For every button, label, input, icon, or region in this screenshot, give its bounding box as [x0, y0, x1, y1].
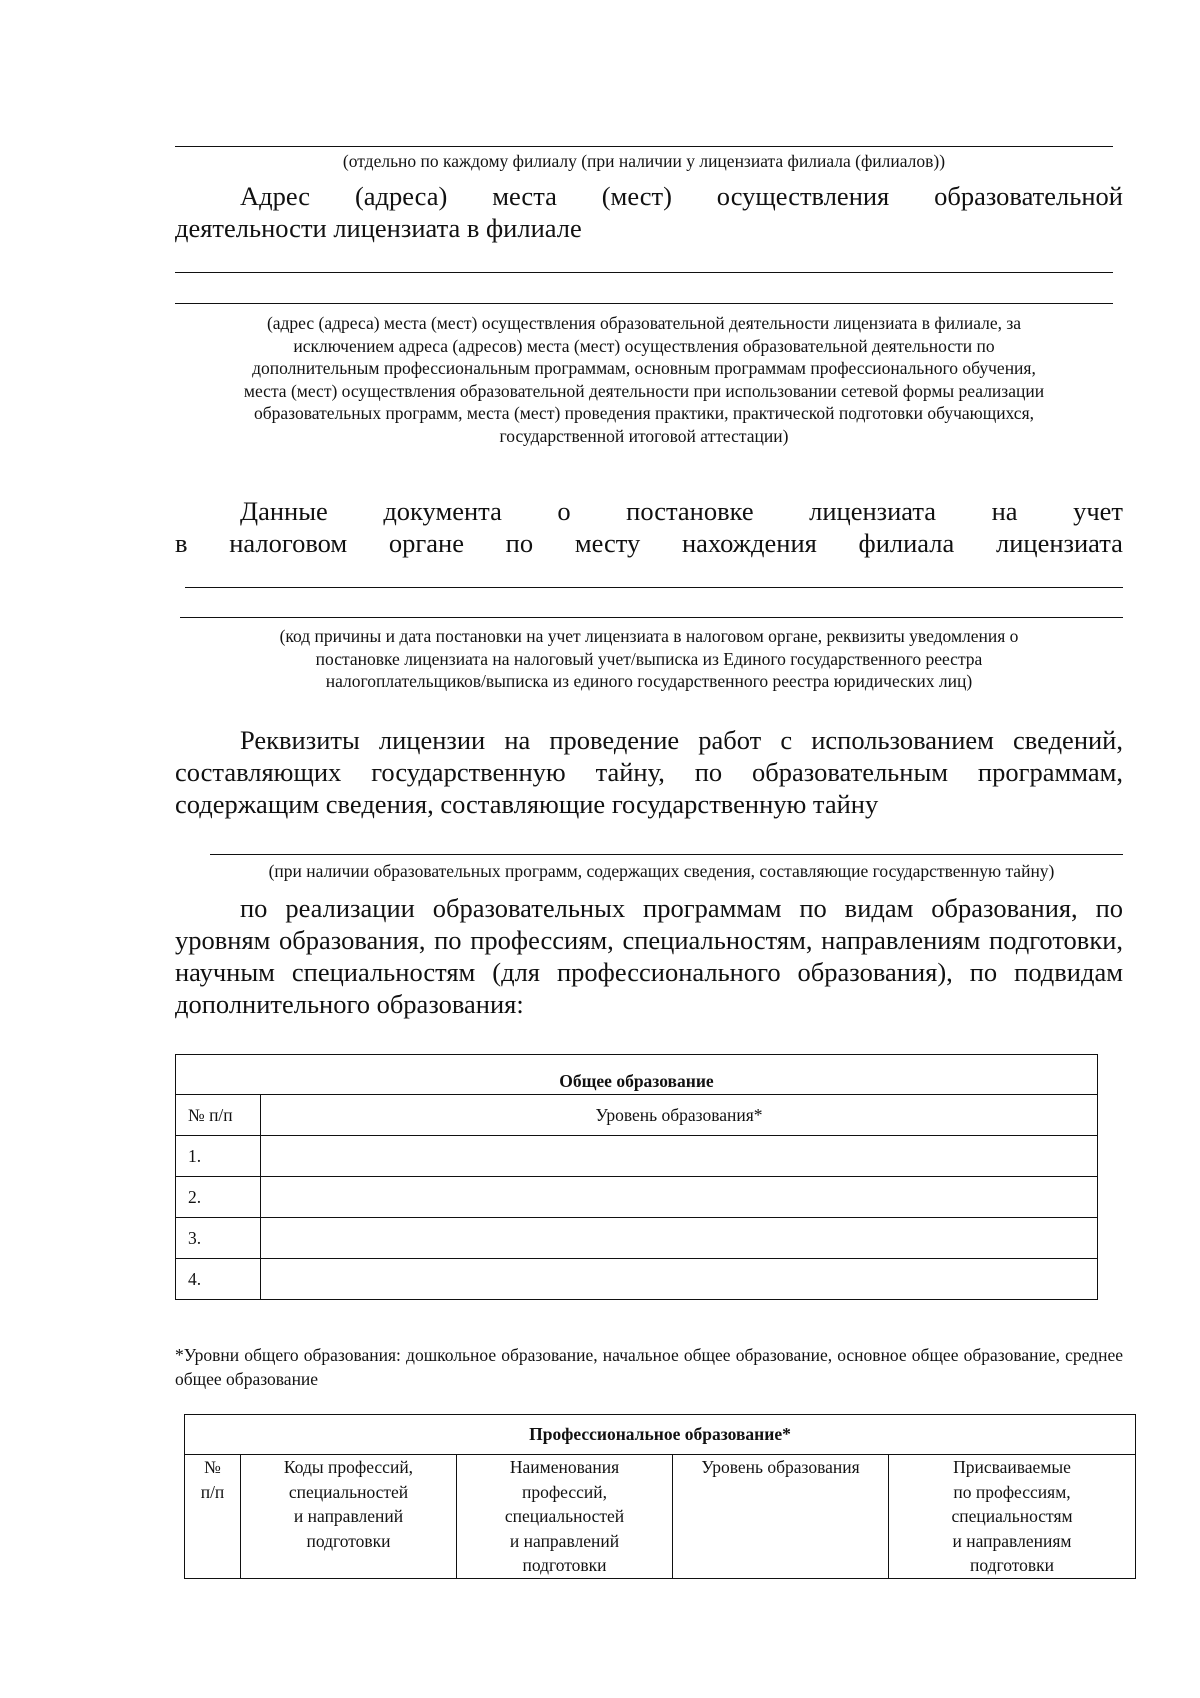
address-word: Адрес — [240, 181, 311, 211]
tax-caption-line: налогоплательщиков/выписка из единого государственного реестра юридических лиц) — [325, 671, 973, 691]
tax-caption-line: (код причины и дата постановки на учет лицензиата в налоговом органе, реквизиты уведомления о — [279, 626, 1019, 646]
column-header-level: Уровень образования* — [261, 1095, 1098, 1136]
header-line: Коды профессий, — [283, 1457, 414, 1477]
column-header-level — [673, 1455, 889, 1579]
tax-heading-line2 — [175, 527, 1123, 559]
header-line: Присваиваемые — [953, 1457, 1071, 1477]
address-caption-line: образовательных программ, места (мест) проведения практики, практической подготовки обучающихся, — [253, 403, 1034, 423]
general-education-table — [175, 1054, 1098, 1300]
header-line: подготовки — [522, 1555, 607, 1575]
column-header-num — [185, 1455, 241, 1579]
header-line: Наименования — [509, 1457, 620, 1477]
branch-caption: (отдельно по каждому филиалу (при наличии у лицензиата филиала (филиалов)) — [342, 151, 946, 171]
tax-fill-line-1 — [185, 587, 1123, 588]
address-caption-line: дополнительным профессиональным программам, основным программам профессионального обучения, — [252, 358, 1036, 378]
secret-fill-line — [210, 854, 1123, 855]
secret-heading: Реквизиты лицензии на проведение работ с использованием сведений, составляющих государственную тайну, по образовательным программам, содержащим сведения, составляющие государственную тайну — [175, 725, 1123, 819]
tax-word: лицензиата — [809, 496, 937, 526]
header-line: подготовки — [969, 1555, 1055, 1575]
header-line: специальностей — [288, 1481, 409, 1502]
column-header-codes — [241, 1455, 457, 1579]
branch-fill-line — [175, 146, 1113, 147]
tax-word: документа — [383, 496, 502, 526]
general-table-title: Общее образование — [176, 1055, 1098, 1095]
address-caption-line: места (мест) осуществления образовательной деятельности при использовании сетевой формы реализации — [243, 380, 1045, 401]
row-number: 4. — [176, 1259, 261, 1300]
address-caption-line: (адрес (адреса) места (мест) осуществления образовательной деятельности лицензиата в филиале, за — [266, 313, 1022, 333]
header-line: Уровень образования — [701, 1457, 860, 1477]
row-number: 2. — [176, 1177, 261, 1218]
tax-caption — [175, 625, 1123, 693]
tax-caption-line: постановке лицензиата на налоговый учет/выписка из Единого государственного реестра — [315, 648, 983, 669]
column-header-names — [457, 1455, 673, 1579]
tax-word: о — [557, 496, 571, 526]
address-heading-line2: деятельности лицензиата в филиале — [175, 213, 582, 243]
tax-word: налоговом — [229, 528, 348, 558]
tax-word: на — [991, 496, 1018, 526]
level-cell — [261, 1259, 1098, 1300]
address-heading-line1 — [240, 180, 1123, 212]
tax-word: в — [175, 528, 188, 558]
header-line: и направлений — [293, 1506, 404, 1526]
header-line: специальностям — [951, 1506, 1073, 1526]
address-word: (мест) — [601, 181, 672, 211]
address-caption-line: исключением адреса (адресов) места (мест) осуществления образовательной деятельности по — [293, 335, 995, 356]
professional-table-title: Профессиональное образование* — [185, 1415, 1136, 1455]
address-fill-line-2 — [175, 303, 1113, 304]
address-fill-line-1 — [175, 272, 1113, 273]
tax-word: Данные — [240, 496, 328, 526]
professional-education-table — [184, 1414, 1136, 1579]
level-cell — [261, 1218, 1098, 1259]
tax-word: нахождения — [681, 528, 817, 558]
address-caption-line: государственной итоговой аттестации) — [499, 425, 789, 446]
tax-word: постановке — [626, 496, 754, 526]
header-line: № — [204, 1457, 221, 1477]
level-cell — [261, 1136, 1098, 1177]
level-cell — [261, 1177, 1098, 1218]
tax-word: месту — [574, 528, 641, 558]
header-line: подготовки — [306, 1530, 391, 1551]
secret-caption: (при наличии образовательных программ, содержащих сведения, составляющие государственную тайну) — [268, 861, 1055, 881]
header-line: по профессиям, — [953, 1481, 1071, 1502]
header-line: специальностей — [504, 1506, 625, 1526]
header-line: п/п — [200, 1481, 225, 1502]
tax-word: учет — [1073, 496, 1123, 526]
address-word: места — [492, 181, 557, 211]
tax-word: органе — [388, 528, 464, 558]
tax-word: лицензиата — [996, 528, 1123, 558]
address-word: образовательной — [934, 181, 1123, 211]
header-line: и направлений — [509, 1530, 620, 1551]
header-line: профессий, — [521, 1481, 608, 1502]
column-header-num: № п/п — [176, 1095, 261, 1136]
tax-word: филиала — [858, 528, 955, 558]
header-line: и направлениям — [952, 1530, 1072, 1551]
tax-heading-line1 — [240, 495, 1123, 527]
row-number: 1. — [176, 1136, 261, 1177]
tax-fill-line-2 — [180, 617, 1123, 618]
address-word: осуществления — [716, 181, 890, 211]
programs-heading: по реализации образовательных программам по видам образования, по уровням образования, по профессиям, специальностям, направлениям подготовки, научным специальностям (для профессионального образования), по подвидам дополнительного образования: — [175, 893, 1123, 1019]
general-education-note: *Уровни общего образования: дошкольное образование, начальное общее образование, основное общее образование, среднее общее образование — [175, 1345, 1123, 1389]
address-word: (адреса) — [354, 181, 448, 211]
tax-word: по — [505, 528, 534, 558]
row-number: 3. — [176, 1218, 261, 1259]
column-header-assigned — [889, 1455, 1136, 1579]
address-caption — [165, 312, 1123, 447]
